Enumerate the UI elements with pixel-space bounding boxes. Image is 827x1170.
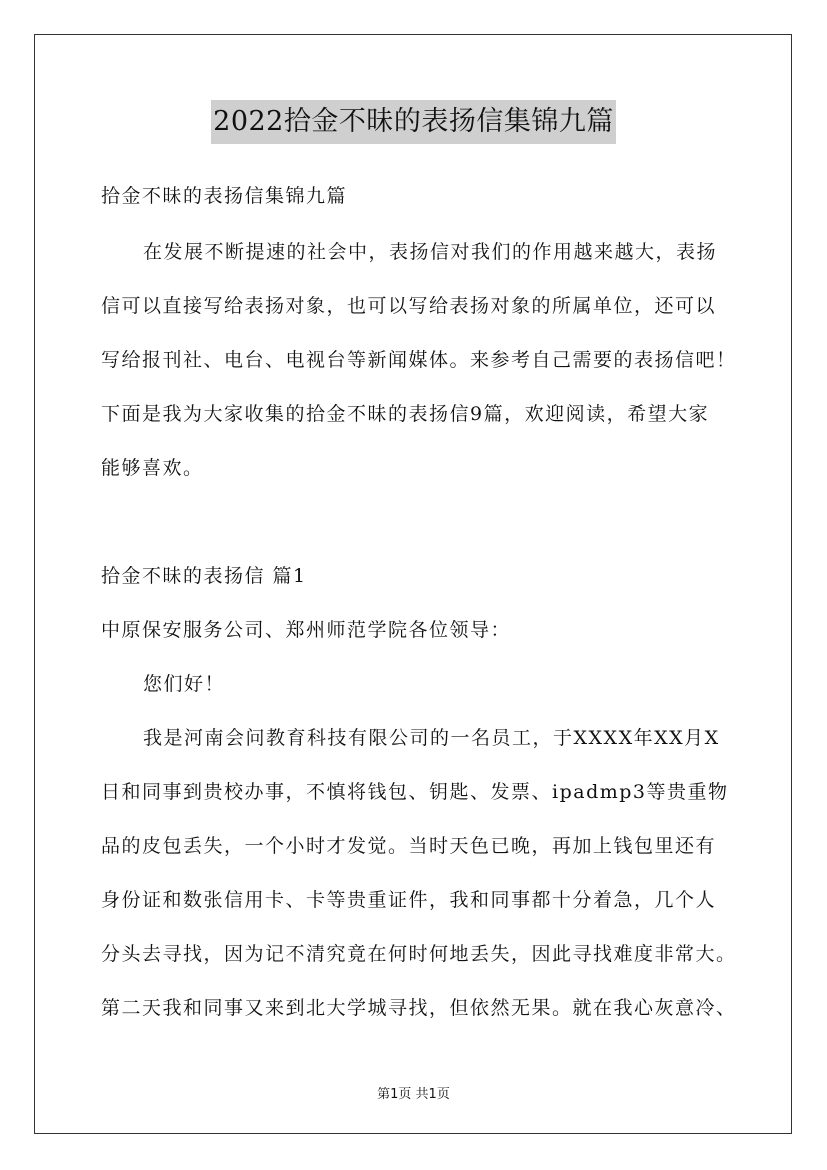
title-wrap — [0, 100, 827, 144]
section-heading: 拾金不昧的表扬信 篇1 — [101, 565, 307, 587]
body-line: 分头去寻找，因为记不清究竟在何时何地丢失，因此寻找难度非常大。 — [101, 943, 737, 965]
document-subtitle: 拾金不昧的表扬信集锦九篇 — [101, 185, 348, 207]
body-line: 我是河南会问教育科技有限公司的一名员工，于XXXX年XX月X — [143, 727, 720, 749]
body-line: 品的皮包丢失，一个小时才发觉。当时天色已晚，再加上钱包里还有 — [101, 835, 717, 857]
body-line: 日和同事到贵校办事，不慎将钱包、钥匙、发票、ipadmp3等贵重物 — [101, 781, 729, 803]
intro-line: 写给报刊社、电台、电视台等新闻媒体。来参考自己需要的表扬信吧！ — [101, 349, 737, 371]
document-title: 2022拾金不昧的表扬信集锦九篇 — [211, 100, 616, 144]
page-footer: 第1页 共1页 — [377, 1087, 450, 1102]
body-line: 第二天我和同事又来到北大学城寻找，但依然无果。就在我心灰意冷、 — [101, 997, 737, 1019]
intro-line: 信可以直接写给表扬对象，也可以写给表扬对象的所属单位，还可以 — [101, 295, 717, 317]
intro-line: 在发展不断提速的社会中，表扬信对我们的作用越来越大，表扬 — [143, 241, 718, 263]
intro-line: 能够喜欢。 — [101, 457, 204, 479]
greeting: 您们好！ — [143, 673, 226, 695]
salutation: 中原保安服务公司、郑州师范学院各位领导： — [101, 619, 512, 641]
body-line: 身份证和数张信用卡、卡等贵重证件，我和同事都十分着急，几个人 — [101, 889, 717, 911]
intro-line: 下面是我为大家收集的拾金不昧的表扬信9篇，欢迎阅读，希望大家 — [101, 403, 710, 425]
